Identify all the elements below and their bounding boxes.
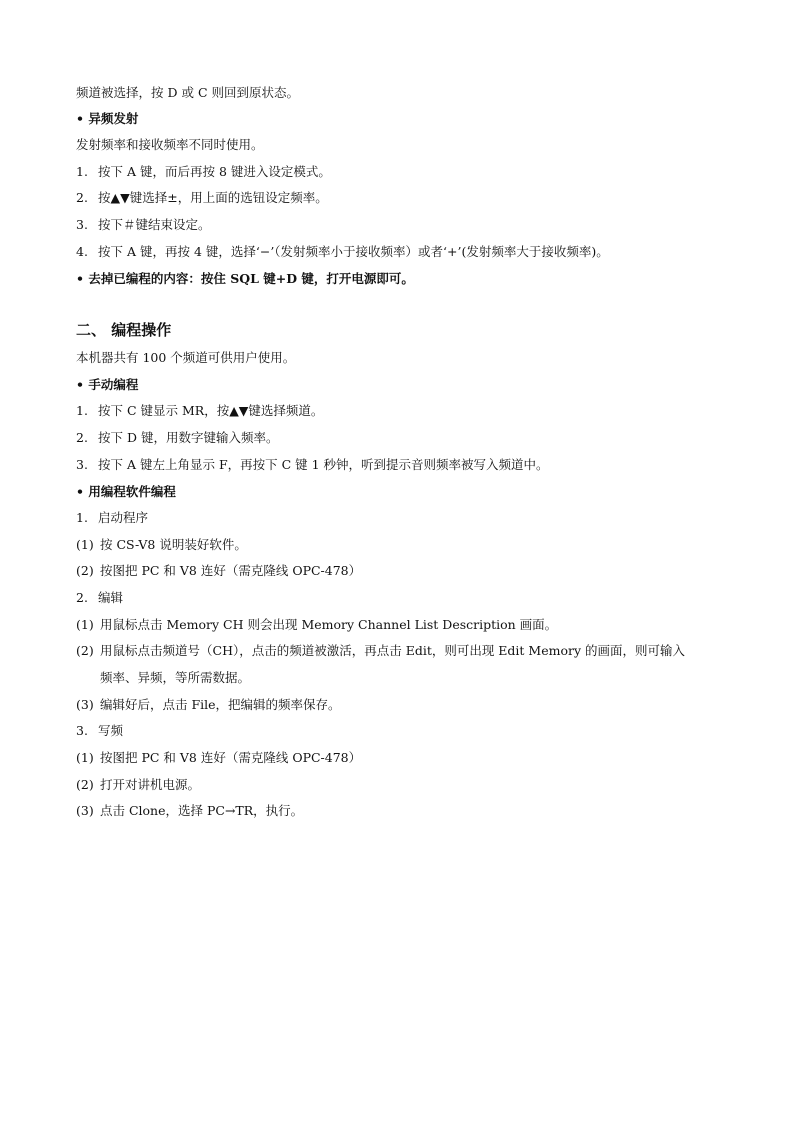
software-step-2 [76,589,123,607]
item-number: (2) [76,643,94,658]
item-text: 点击 Clone，选择 PC→TR，执行。 [100,803,304,818]
item-text: 用鼠标点击 Memory CH 则会出现 Memory Channel List Description 画面。 [100,617,558,632]
step-text: 按下 A 键，再按 4 键，选择‘−’（发射频率小于接收频率）或者‘+’(发射频率大于接收频率)。 [98,244,609,259]
manual-step-1 [76,402,323,420]
software-step-2-item-2 [76,642,685,660]
split-step-2 [76,189,328,207]
software-step-3-item-1 [76,749,361,767]
software-step-3-item-3 [76,802,303,820]
step-number: 4. [76,244,88,259]
software-step-3-item-2 [76,776,200,794]
software-step-1-item-1 [76,536,247,554]
split-step-1 [76,163,331,181]
item-text: 打开对讲机电源。 [100,777,201,792]
step-text: 按下 C 键显示 MR，按▲▼键选择频道。 [98,403,324,418]
software-step-3 [76,722,123,740]
split-freq-desc: 发射频率和接收频率不同时使用。 [76,137,264,152]
intro-continuation: 频道被选择，按 D 或 C 则回到原状态。 [76,85,299,100]
step-text: 按下 A 键，而后再按 8 键进入设定模式。 [98,164,331,179]
step-number: 3. [76,723,88,738]
item-text: 按图把 PC 和 V8 连好（需克隆线 OPC-478） [100,563,362,578]
item-number: (2) [76,563,94,578]
split-step-3 [76,216,211,234]
step-text: 按下＃键结束设定。 [98,217,211,232]
split-step-4 [76,243,609,261]
step-number: 3. [76,217,88,232]
software-step-2-item-1 [76,616,557,634]
software-step-1-item-2 [76,562,361,580]
step-text: 启动程序 [98,510,149,525]
item-text: 编辑好后，点击 File，把编辑的频率保存。 [100,697,341,712]
item-number: (2) [76,777,94,792]
step-number: 3. [76,457,88,472]
step-text: 按下 A 键左上角显示 F，再按下 C 键 1 秒钟，听到提示音则频率被写入频道中。 [98,457,549,472]
step-text: 按下 D 键，用数字键输入频率。 [98,430,279,445]
split-freq-note: • 去掉已编程的内容：按住 SQL 键+D 键，打开电源即可。 [76,271,414,286]
item-number: (1) [76,750,94,765]
software-step-2-item-3 [76,696,341,714]
step-number: 1. [76,510,88,525]
step-number: 1. [76,164,88,179]
step-number: 2. [76,190,88,205]
step-number: 1. [76,403,88,418]
software-title: • 用编程软件编程 [76,484,176,499]
step-text: 按▲▼键选择±，用上面的选钮设定频率。 [98,190,328,205]
step-text: 写频 [98,723,124,738]
item-number: (3) [76,697,94,712]
step-number: 2. [76,430,88,445]
manual-step-2 [76,429,278,447]
item-number: (3) [76,803,94,818]
item-text: 按图把 PC 和 V8 连好（需克隆线 OPC-478） [100,750,362,765]
item-text: 按 CS-V8 说明装好软件。 [100,537,247,552]
section-desc: 本机器共有 100 个频道可供用户使用。 [76,350,296,365]
software-step-2-item-2-continued: 频率、异频，等所需数据。 [100,670,251,685]
item-number: (1) [76,617,94,632]
split-freq-title: • 异频发射 [76,111,139,126]
item-number: (1) [76,537,94,552]
section-heading: 二、 编程操作 [76,321,172,339]
item-text: 用鼠标点击频道号（CH），点击的频道被激活，再点击 Edit，则可出现 Edit Memory 的画面，则可输入 [100,643,686,658]
step-number: 2. [76,590,88,605]
manual-step-3 [76,456,549,474]
manual-title: • 手动编程 [76,377,139,392]
step-text: 编辑 [98,590,124,605]
software-step-1 [76,509,148,527]
